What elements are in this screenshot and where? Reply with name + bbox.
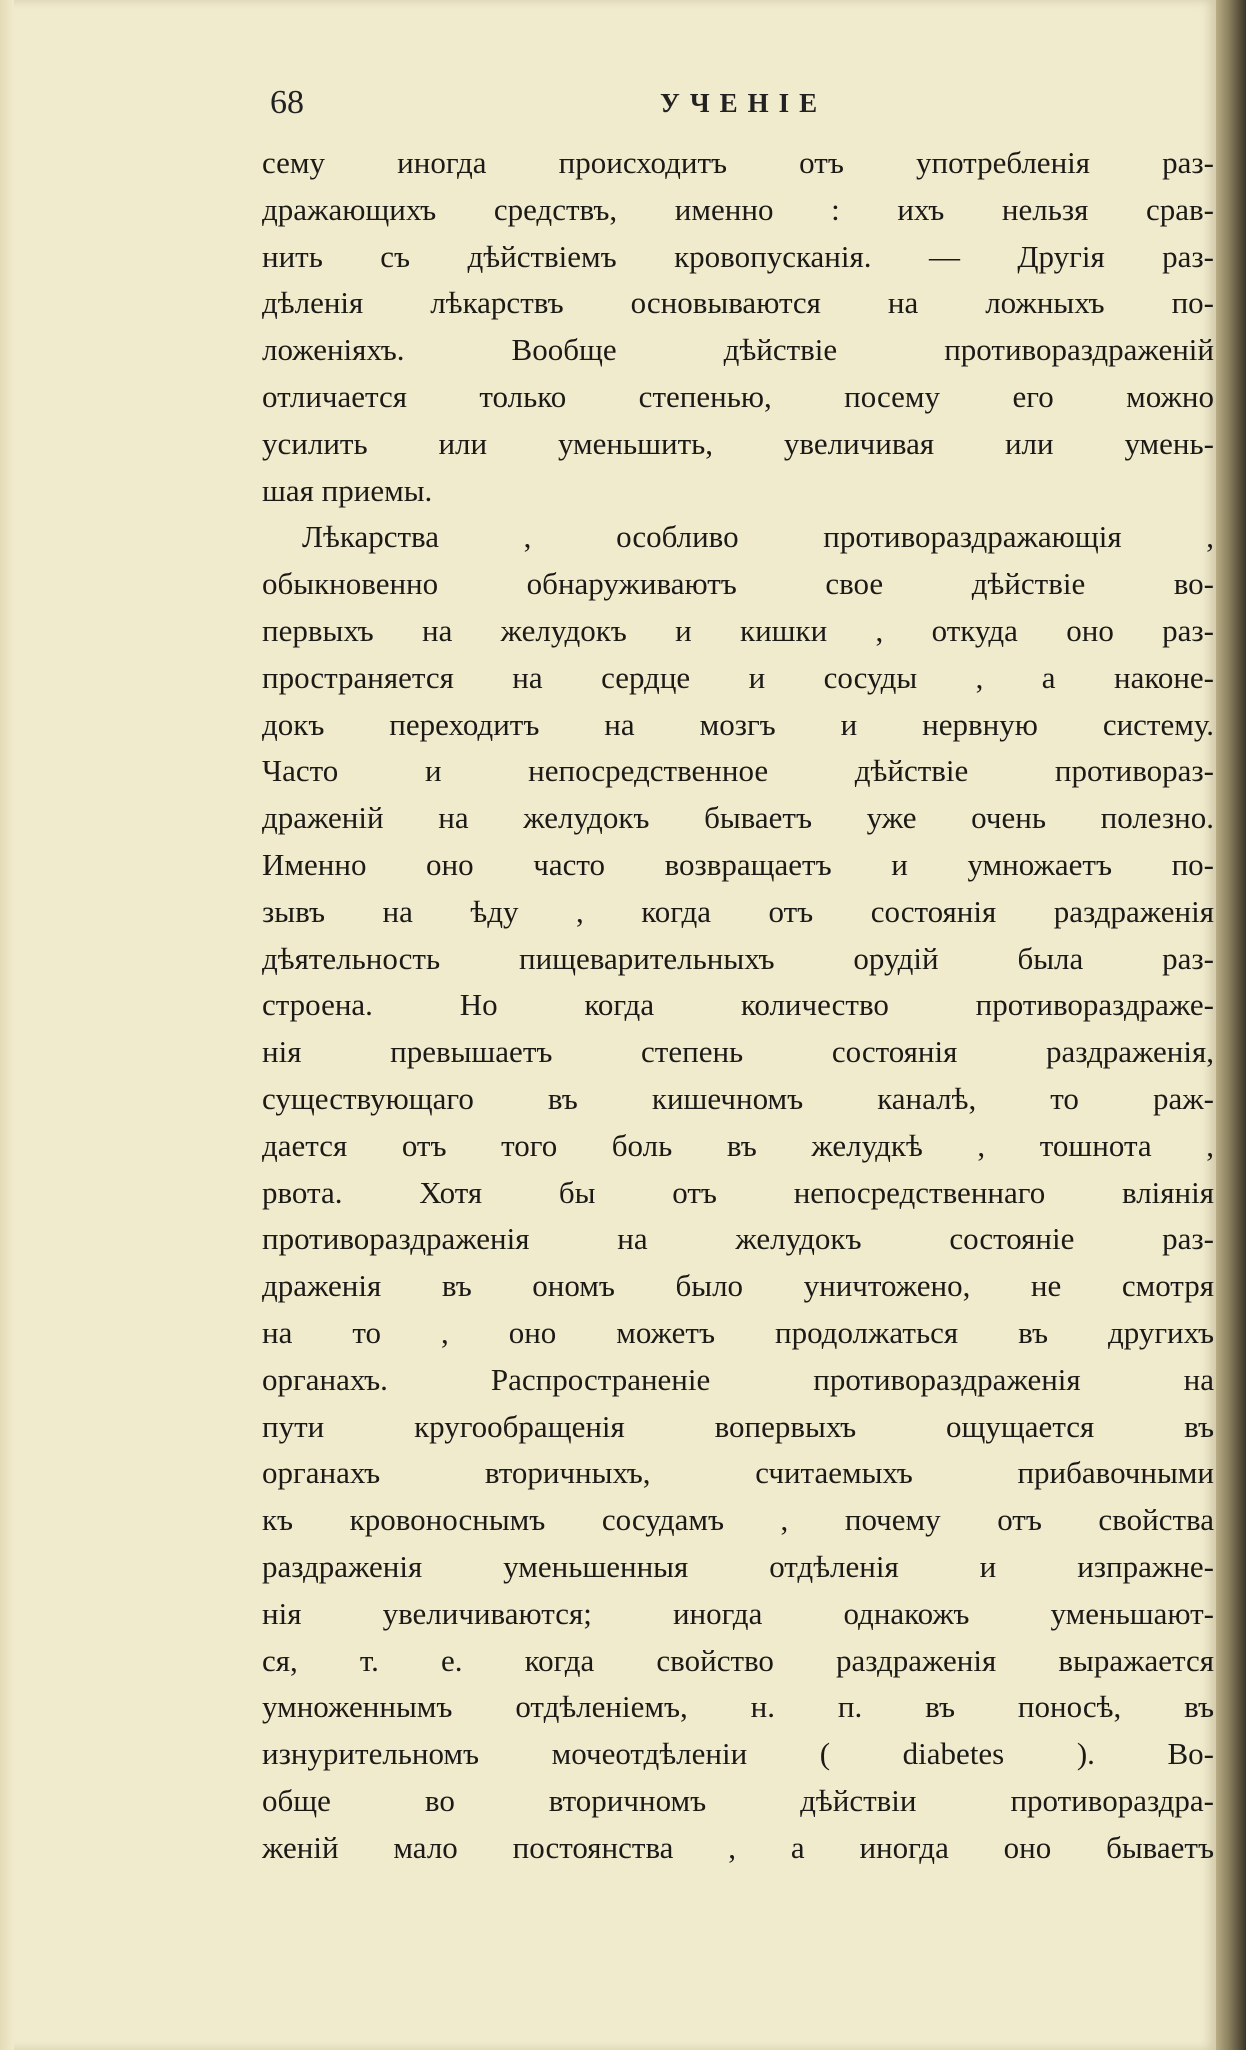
text-line: обще во вторичномъ дѣйствіи противораздра-: [262, 1782, 1214, 1818]
text-line: нія превышаетъ степень состоянія раздраженія,: [262, 1034, 1214, 1070]
text-line: женій мало постоянства , а иногда оно бываетъ: [262, 1829, 1214, 1865]
text-line: пути кругообращенія вопервыхъ ощущается въ: [262, 1408, 1214, 1444]
text-line: существующаго въ кишечномъ каналѣ, то раж-: [262, 1080, 1214, 1116]
text-line: рвота. Хотя бы отъ непосредственнаго вліянія: [262, 1174, 1214, 1210]
text-line: драженія въ ономъ было уничтожено, не смотря: [262, 1268, 1214, 1304]
text-line: докъ переходитъ на мозгъ и нервную систему.: [262, 706, 1214, 742]
text-line: нія увеличиваются; иногда однакожъ уменьшают-: [262, 1595, 1214, 1631]
page-number: 68: [270, 84, 304, 121]
text-line: зывъ на ѣду , когда отъ состоянія раздраженія: [262, 893, 1214, 929]
text-line: усилить или уменьшить, увеличивая или умень-: [262, 425, 1214, 461]
text-line: Часто и непосредственное дѣйствіе противораз-: [262, 753, 1214, 789]
body-text: [262, 140, 1214, 1871]
text-line: противораздраженія на желудокъ состояніе раз-: [262, 1221, 1214, 1257]
text-line: Лѣкарства , особливо противораздражающія ,: [302, 519, 1214, 555]
page-gutter: [0, 0, 14, 2050]
text-line: изнурительномъ мочеотдѣленіи ( diabetes ). Во-: [262, 1736, 1214, 1772]
text-line: обыкновенно обнаруживаютъ свое дѣйствіе во-: [262, 566, 1214, 602]
text-line: дражающихъ средствъ, именно : ихъ нельзя срав-: [262, 191, 1214, 227]
text-line: отличается только степенью, посему его можно: [262, 378, 1214, 414]
text-line: на то , оно можетъ продолжаться въ другихъ: [262, 1314, 1214, 1350]
text-line: умноженнымъ отдѣленіемъ, н. п. въ поносѣ, въ: [262, 1689, 1214, 1725]
text-line: ся, т. е. когда свойство раздраженія выражается: [262, 1642, 1214, 1678]
page-header: [270, 84, 1170, 134]
text-line: строена. Но когда количество противораздраже-: [262, 987, 1214, 1023]
text-line: пространяется на сердце и сосуды , а наконе-: [262, 659, 1214, 695]
text-line: ложеніяхъ. Вообще дѣйствіе противораздраженій: [262, 332, 1214, 368]
text-line: сему иногда происходитъ отъ употребленія раз-: [262, 145, 1214, 180]
text-line: первыхъ на желудокъ и кишки , откуда оно раз-: [262, 612, 1214, 648]
text-line: къ кровоноснымъ сосудамъ , почему отъ свойства: [262, 1502, 1214, 1538]
text-line: органахъ. Распространеніе противораздраженія на: [262, 1361, 1214, 1397]
text-line: дѣятельность пищеварительныхъ орудій была раз-: [262, 940, 1214, 976]
page-edge-shadow: [1216, 0, 1246, 2050]
text-line: дѣленія лѣкарствъ основываются на ложныхъ по-: [262, 285, 1214, 321]
text-line: дается отъ того боль въ желудкѣ , тошнота ,: [262, 1127, 1214, 1163]
text-line: Именно оно часто возвращаетъ и умножаетъ по-: [262, 846, 1214, 882]
running-title: УЧЕНІЕ: [660, 88, 828, 118]
text-line: раздраженія уменьшенныя отдѣленія и изпражне-: [262, 1548, 1214, 1584]
text-line: драженій на желудокъ бываетъ уже очень полезно.: [262, 800, 1214, 836]
text-line: шая приемы.: [262, 472, 433, 508]
text-line: нить съ дѣйствіемъ кровопусканія. — Другія раз-: [262, 238, 1214, 274]
text-line: органахъ вторичныхъ, считаемыхъ прибавочными: [262, 1455, 1214, 1491]
